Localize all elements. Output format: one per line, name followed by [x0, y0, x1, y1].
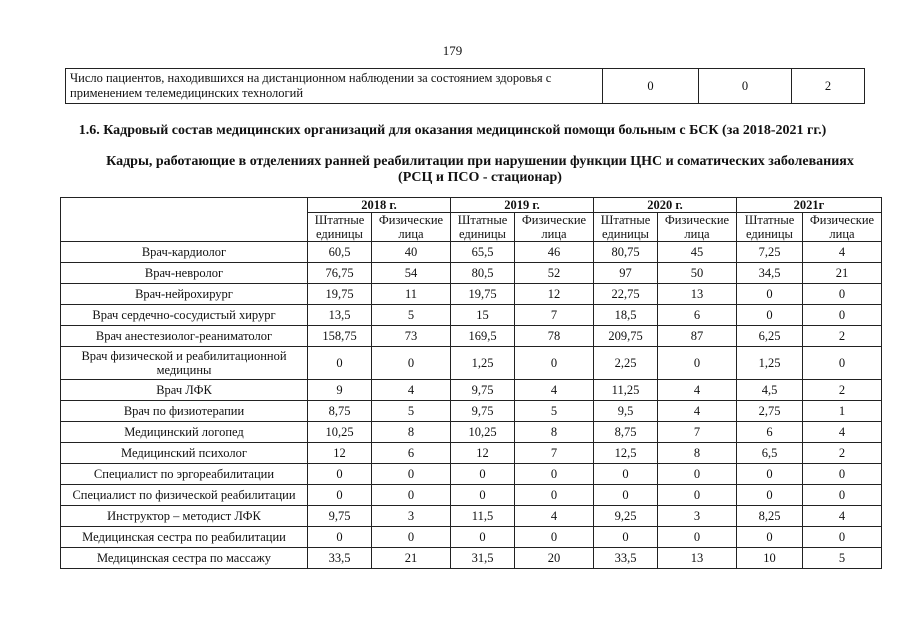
staff-units-cell: 33,5 — [308, 548, 372, 569]
table-row — [61, 263, 882, 284]
persons-cell: 5 — [372, 305, 451, 326]
persons-cell: 13 — [658, 548, 737, 569]
staff-units-cell: 9,25 — [594, 506, 658, 527]
table-row — [61, 242, 882, 263]
staff-units-cell: 31,5 — [451, 548, 515, 569]
persons-cell: 4 — [803, 242, 882, 263]
persons-cell: 4 — [372, 380, 451, 401]
staff-units-cell: 33,5 — [594, 548, 658, 569]
table-body — [61, 242, 882, 569]
persons-cell: 2 — [803, 326, 882, 347]
persons-cell: 12 — [515, 284, 594, 305]
staff-units-cell: 34,5 — [737, 263, 803, 284]
persons-cell: 13 — [658, 284, 737, 305]
persons-cell: 0 — [803, 305, 882, 326]
persons-cell: 0 — [372, 347, 451, 380]
staff-units-cell: 18,5 — [594, 305, 658, 326]
caption-line-1: Кадры, работающие в отделениях ранней реабилитации при нарушении функции ЦНС и соматических заболеваниях — [106, 154, 854, 169]
persons-cell: 21 — [372, 548, 451, 569]
table-row — [61, 284, 882, 305]
position-cell: Врач физической и реабилитационной медицины — [61, 347, 308, 380]
page-number: 179 — [442, 43, 463, 58]
position-cell: Медицинская сестра по реабилитации — [61, 527, 308, 548]
table-row — [61, 326, 882, 347]
staff-units-cell: 9,75 — [308, 506, 372, 527]
year-header: 2020 г. — [594, 198, 737, 213]
position-cell: Медицинская сестра по массажу — [61, 548, 308, 569]
position-cell: Специалист по физической реабилитации — [61, 485, 308, 506]
staff-units-cell: 0 — [594, 485, 658, 506]
persons-cell: 0 — [658, 485, 737, 506]
value-cell: 2 — [792, 69, 865, 104]
staff-units-cell: 19,75 — [451, 284, 515, 305]
staff-units-cell: 0 — [737, 485, 803, 506]
persons-cell: 8 — [515, 422, 594, 443]
position-cell: Врач-невролог — [61, 263, 308, 284]
staff-units-cell: 6,25 — [737, 326, 803, 347]
table-row — [66, 69, 865, 104]
persons-cell: 87 — [658, 326, 737, 347]
staff-units-cell: 10 — [737, 548, 803, 569]
staff-units-cell: 0 — [737, 527, 803, 548]
persons-cell: 20 — [515, 548, 594, 569]
persons-cell: 5 — [372, 401, 451, 422]
year-header: 2018 г. — [308, 198, 451, 213]
table-row — [61, 401, 882, 422]
persons-cell: 54 — [372, 263, 451, 284]
persons-cell: 0 — [658, 347, 737, 380]
table-row — [61, 485, 882, 506]
persons-cell: 21 — [803, 263, 882, 284]
staff-units-cell: 9 — [308, 380, 372, 401]
staff-units-cell: 2,25 — [594, 347, 658, 380]
persons-cell: 40 — [372, 242, 451, 263]
staff-units-cell: 1,25 — [737, 347, 803, 380]
caption-line-2: (РСЦ и ПСО - стационар) — [398, 170, 562, 185]
staff-units-cell: 13,5 — [308, 305, 372, 326]
table-row — [61, 506, 882, 527]
table-row — [61, 380, 882, 401]
persons-cell: 7 — [658, 422, 737, 443]
persons-cell: 4 — [803, 506, 882, 527]
position-cell: Врач-кардиолог — [61, 242, 308, 263]
persons-cell: 0 — [803, 527, 882, 548]
staff-units-cell: 10,25 — [308, 422, 372, 443]
persons-cell: 0 — [372, 527, 451, 548]
persons-cell: 78 — [515, 326, 594, 347]
persons-cell: 2 — [803, 443, 882, 464]
persons-cell: 8 — [658, 443, 737, 464]
position-cell: Специалист по эргореабилитации — [61, 464, 308, 485]
staff-units-cell: 1,25 — [451, 347, 515, 380]
table-row — [61, 422, 882, 443]
persons-cell: 0 — [803, 464, 882, 485]
staff-units-cell: 8,25 — [737, 506, 803, 527]
persons-cell: 5 — [803, 548, 882, 569]
persons-cell: 0 — [515, 464, 594, 485]
position-cell: Врач сердечно-сосудистый хирург — [61, 305, 308, 326]
persons-cell: 4 — [658, 401, 737, 422]
persons-cell: 0 — [803, 284, 882, 305]
position-cell: Врач по физиотерапии — [61, 401, 308, 422]
value-cell: 0 — [603, 69, 699, 104]
staff-units-cell: 8,75 — [594, 422, 658, 443]
staff-units-cell: 76,75 — [308, 263, 372, 284]
table-row — [61, 527, 882, 548]
table-caption — [90, 154, 870, 186]
persons-cell: 4 — [515, 380, 594, 401]
persons-cell: 3 — [372, 506, 451, 527]
persons-cell: 6 — [658, 305, 737, 326]
table-row — [61, 548, 882, 569]
staff-units-cell: 60,5 — [308, 242, 372, 263]
persons-header: Физические лица — [803, 213, 882, 242]
persons-cell: 50 — [658, 263, 737, 284]
persons-cell: 0 — [372, 485, 451, 506]
position-cell: Врач ЛФК — [61, 380, 308, 401]
table-row — [61, 347, 882, 380]
staff-units-cell: 0 — [451, 464, 515, 485]
persons-cell: 5 — [515, 401, 594, 422]
staff-units-cell: 19,75 — [308, 284, 372, 305]
staff-units-cell: 0 — [308, 464, 372, 485]
persons-cell: 6 — [372, 443, 451, 464]
staff-units-cell: 0 — [737, 284, 803, 305]
persons-header: Физические лица — [372, 213, 451, 242]
year-header: 2021г — [737, 198, 882, 213]
patients-remote-monitoring-table — [65, 68, 865, 104]
persons-cell: 46 — [515, 242, 594, 263]
persons-cell: 7 — [515, 443, 594, 464]
staff-units-cell: 9,75 — [451, 401, 515, 422]
persons-cell: 11 — [372, 284, 451, 305]
staff-units-cell: 15 — [451, 305, 515, 326]
staff-units-header: Штатные единицы — [594, 213, 658, 242]
position-cell: Врач-нейрохирург — [61, 284, 308, 305]
position-cell: Медицинский логопед — [61, 422, 308, 443]
value-cell: 0 — [699, 69, 792, 104]
persons-cell: 0 — [803, 347, 882, 380]
staff-units-cell: 97 — [594, 263, 658, 284]
staff-units-cell: 9,75 — [451, 380, 515, 401]
persons-cell: 0 — [515, 485, 594, 506]
table-row — [61, 464, 882, 485]
staff-units-cell: 22,75 — [594, 284, 658, 305]
section-heading: 1.6. Кадровый состав медицинских организаций для оказания медицинской помощи больным с БСК (за 2018-2021 гг.) — [78, 123, 827, 138]
staff-units-cell: 0 — [594, 464, 658, 485]
staff-units-cell: 0 — [594, 527, 658, 548]
staff-units-cell: 0 — [308, 485, 372, 506]
staff-units-header: Штатные единицы — [451, 213, 515, 242]
table-row — [61, 443, 882, 464]
persons-cell: 7 — [515, 305, 594, 326]
persons-cell: 0 — [515, 527, 594, 548]
staff-units-cell: 0 — [308, 347, 372, 380]
year-header: 2019 г. — [451, 198, 594, 213]
persons-cell: 3 — [658, 506, 737, 527]
persons-cell: 0 — [515, 347, 594, 380]
staff-units-cell: 169,5 — [451, 326, 515, 347]
staff-units-cell: 11,5 — [451, 506, 515, 527]
persons-cell: 8 — [372, 422, 451, 443]
persons-cell: 0 — [803, 485, 882, 506]
staff-units-cell: 6,5 — [737, 443, 803, 464]
staff-units-cell: 158,75 — [308, 326, 372, 347]
persons-cell: 52 — [515, 263, 594, 284]
staff-units-cell: 12,5 — [594, 443, 658, 464]
persons-cell: 4 — [658, 380, 737, 401]
staff-units-header: Штатные единицы — [308, 213, 372, 242]
position-cell: Врач анестезиолог-реаниматолог — [61, 326, 308, 347]
table-row — [61, 305, 882, 326]
staff-units-cell: 12 — [308, 443, 372, 464]
staff-units-cell: 9,5 — [594, 401, 658, 422]
staff-units-cell: 0 — [451, 527, 515, 548]
staff-units-cell: 2,75 — [737, 401, 803, 422]
persons-cell: 1 — [803, 401, 882, 422]
persons-cell: 73 — [372, 326, 451, 347]
staff-units-cell: 209,75 — [594, 326, 658, 347]
persons-cell: 0 — [372, 464, 451, 485]
staff-units-cell: 80,75 — [594, 242, 658, 263]
persons-header: Физические лица — [515, 213, 594, 242]
persons-cell: 4 — [515, 506, 594, 527]
persons-cell: 45 — [658, 242, 737, 263]
staff-units-cell: 4,5 — [737, 380, 803, 401]
persons-cell: 0 — [658, 464, 737, 485]
staff-units-cell: 0 — [308, 527, 372, 548]
persons-header: Физические лица — [658, 213, 737, 242]
staff-units-cell: 8,75 — [308, 401, 372, 422]
position-cell: Инструктор – методист ЛФК — [61, 506, 308, 527]
staff-units-cell: 12 — [451, 443, 515, 464]
staff-units-cell: 80,5 — [451, 263, 515, 284]
staff-units-cell: 0 — [451, 485, 515, 506]
staff-units-header: Штатные единицы — [737, 213, 803, 242]
staff-units-cell: 11,25 — [594, 380, 658, 401]
staff-table — [60, 197, 882, 569]
position-header — [61, 198, 308, 242]
staff-units-cell: 0 — [737, 305, 803, 326]
staff-units-cell: 65,5 — [451, 242, 515, 263]
persons-cell: 2 — [803, 380, 882, 401]
position-cell: Медицинский психолог — [61, 443, 308, 464]
staff-units-cell: 10,25 — [451, 422, 515, 443]
staff-units-cell: 0 — [737, 464, 803, 485]
staff-units-cell: 6 — [737, 422, 803, 443]
persons-cell: 4 — [803, 422, 882, 443]
persons-cell: 0 — [658, 527, 737, 548]
staff-units-cell: 7,25 — [737, 242, 803, 263]
row-description: Число пациентов, находившихся на дистанционном наблюдении за состоянием здоровья с применением телемедицинских технологий — [66, 69, 603, 104]
